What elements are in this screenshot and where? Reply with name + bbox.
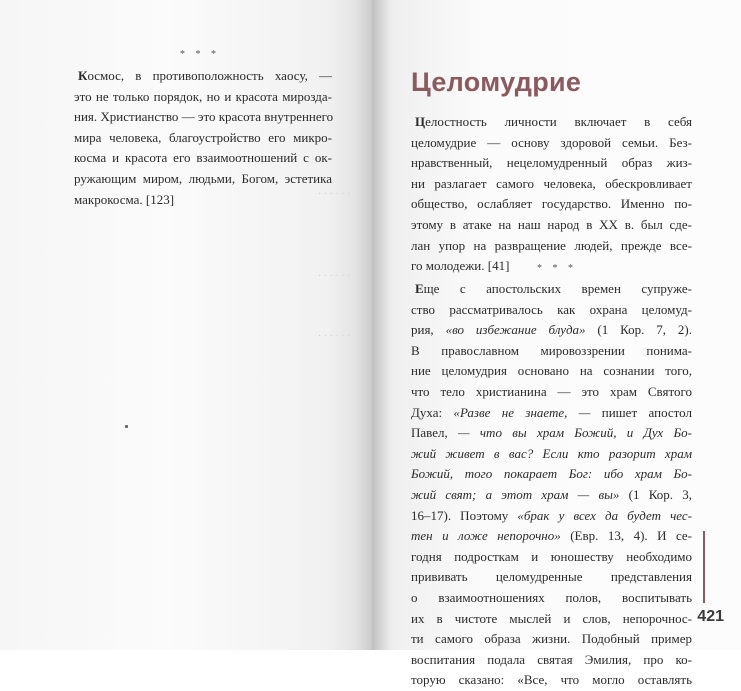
text-line: это не только порядок, но и красота мирозда-	[74, 88, 332, 104]
text-line: мира человека, благоустройство его микро-	[74, 129, 332, 145]
text-line: тен и ложе непорочно» (Евр. 13, 4). И се-	[411, 528, 692, 544]
text-line: Павел, — что вы храм Божий, и Дух Бо-	[411, 425, 692, 441]
text-line: макрокосма. [123]	[74, 191, 175, 207]
text-line: Целостность личности включает в себя	[415, 114, 692, 129]
text-line: го молодежи. [41]	[411, 258, 510, 274]
bleed-through-mark: · · · · · ·	[318, 331, 351, 342]
text-line: Духа: «Разве не знаете, — пишет апостол	[411, 404, 692, 420]
text-line: жий живет в вас? Если кто разорит храм	[411, 445, 692, 461]
text-line: прививать целомудренные представления	[411, 569, 692, 585]
text-line: ния. Христианство — это красота внутреннего	[74, 109, 334, 125]
text-line: 16–17). Поэтому «брак у всех да будет чес-	[411, 507, 692, 523]
text-line: косма и красота его взаимоотношений с ок-	[74, 150, 332, 166]
print-speck	[125, 425, 128, 428]
text-line: ружающим миром, людьми, Богом, эстетика	[74, 170, 332, 186]
text-line: ни разлагает самого человека, обескровливает	[411, 175, 692, 191]
page-number: 421	[697, 608, 724, 625]
text-line: целомудрие — основу здоровой семьи. Без-	[411, 134, 692, 150]
bleed-through-mark: · · · · · ·	[318, 271, 351, 282]
text-line: В православном мировоззрении понима-	[411, 342, 692, 358]
text-line: рия, «во избежание блуда» (1 Кор. 7, 2).	[411, 322, 693, 338]
text-line: что тело христианина — это храм Святого	[411, 383, 692, 399]
text-line: их в чистоте мыслей и слов, непорочнос-	[411, 610, 692, 626]
text-line: Божий, того покарает Бог: ибо храм Бо-	[411, 466, 692, 482]
text-line: этому в атаке на наш народ в XX в. был сде-	[411, 216, 692, 232]
text-line: о взаимоотношениях полов, воспитывать	[411, 589, 692, 605]
page-edge-bar	[703, 531, 705, 603]
text-line: ство рассматривалось как охрана целомуд-	[411, 301, 692, 317]
text-line: годня подросткам и юношеству необходимо	[411, 548, 692, 564]
chapter-heading: Целомудрие	[411, 67, 582, 97]
text-line: торую сказано: «Все, что могло оставлять	[411, 672, 692, 688]
bleed-through-mark: · · · · · ·	[318, 189, 351, 200]
text-line: нравственный, нецеломудренный образ жиз-	[411, 155, 692, 171]
right-section-separator: * * *	[537, 263, 577, 274]
text-line: лан упор на развращение людей, прежде все-	[411, 237, 692, 253]
right-paragraph-2	[411, 279, 692, 691]
text-line: воспитания подала святая Эмилия, про ко-	[411, 651, 692, 667]
text-line: жий свят; а этот храм — вы» (1 Кор. 3,	[411, 486, 692, 502]
right-paragraph-1	[411, 112, 692, 277]
text-line: ние целомудрия основано на сознании того,	[411, 363, 692, 379]
gutter-shadow	[355, 0, 389, 650]
left-paragraph	[74, 66, 332, 210]
text-line: Космос, в противоположность хаосу, —	[78, 68, 332, 83]
text-line: общество, ослабляет государство. Именно по-	[411, 196, 692, 212]
left-section-separator: * * *	[180, 49, 220, 60]
text-line: ти самого образа жизни. Подобный пример	[411, 631, 692, 647]
text-line: Еще с апостольских времен супруже-	[415, 281, 692, 296]
